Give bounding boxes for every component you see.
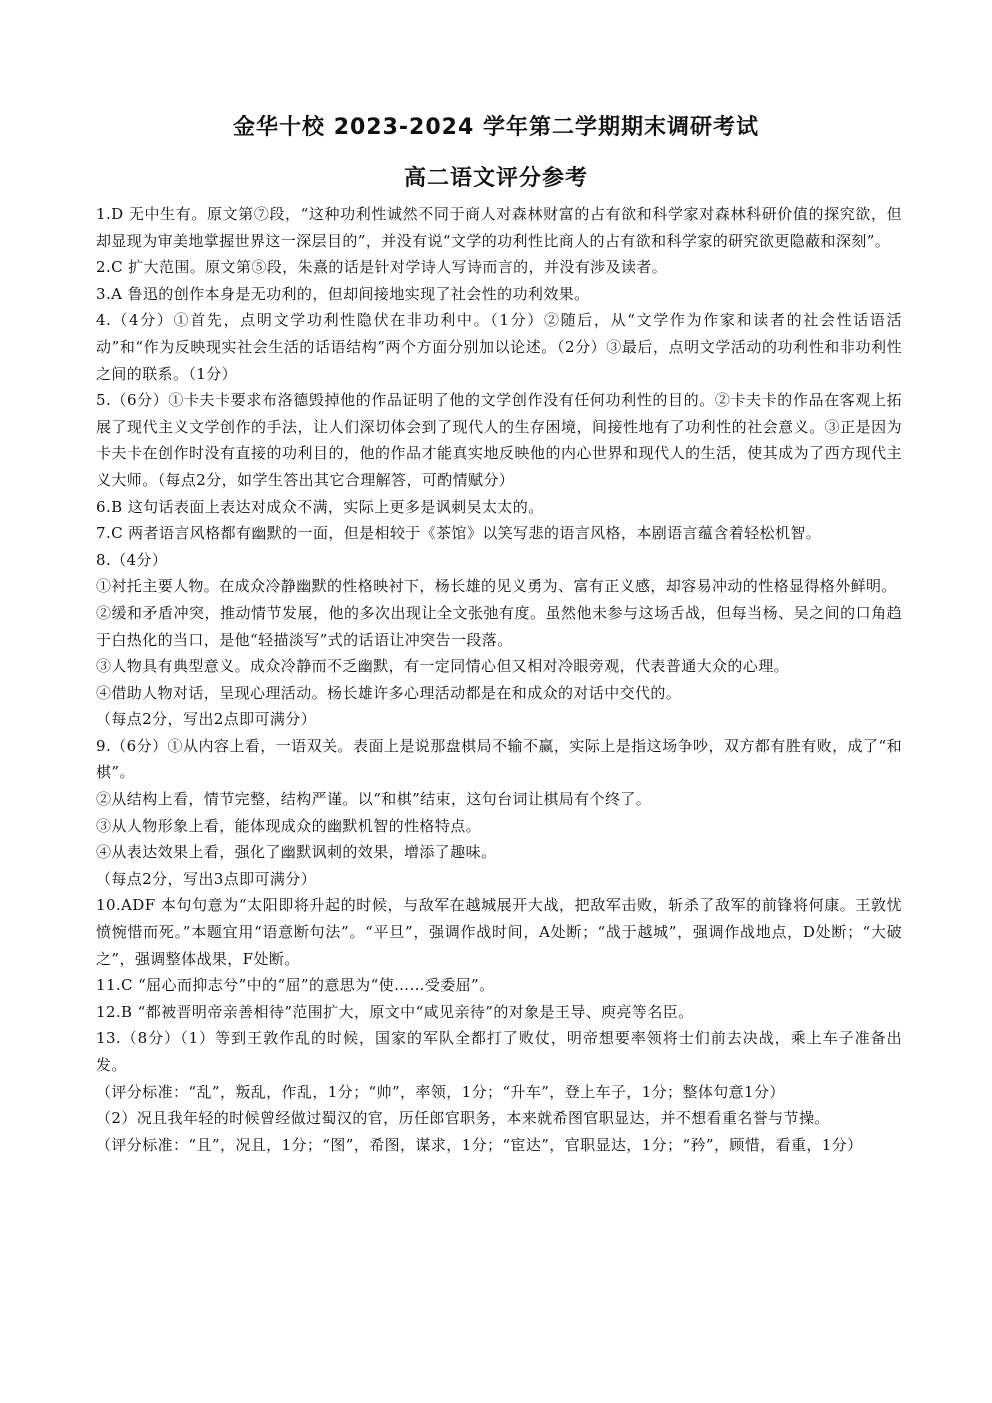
answer-q8-point-2: ②缓和矛盾冲突，推动情节发展，他的多次出现让全文张弛有度。虽然他未参与这场舌战，但每当杨、吴之间的口角趋于白热化的当口，是他“轻描淡写”式的话语让冲突告一段落。 [96, 603, 902, 649]
answer-q12: 12.B “都被晋明帝亲善相待”范围扩大，原文中“咸见亲待”的对象是王导、庾亮等名臣。 [96, 1002, 694, 1021]
answer-q13-part-1-scoring: （评分标准：“乱”，叛乱，作乱，1分；“帅”，率领，1分；“升车”，登上车子，1分；整体句意1分） [96, 1082, 785, 1101]
answer-q5: 5.（6分）①卡夫卡要求布洛德毁掉他的作品证明了他的文学创作没有任何功利性的目的。②卡夫卡的作品在客观上拓展了现代主义文学创作的手法，让人们深切体会到了现代人的生存困境，间接性地有了功利性的社会意义。③正是因为卡夫卡在创作时没有直接的功利目的，他的作品才能真实地反映他的内心世界和现代人的生活，使其成为了西方现代主义大师。（每点2分，如学生答出其它合理解答，可酌情赋分） [96, 391, 902, 489]
answer-q9-point-1: 9.（6分）①从内容上看，一语双关。表面上是说那盘棋局不输不赢，实际上是指这场争吵，双方都有胜有败，成了“和棋”。 [96, 736, 902, 782]
answer-q8-header: 8.（4分） [96, 550, 168, 569]
answer-q9-point-3: ③从人物形象上看，能体现成众的幽默机智的性格特点。 [96, 816, 482, 835]
answer-q6: 6.B 这句话表面上表达对成众不满，实际上更多是讽刺吴太太的。 [96, 497, 544, 516]
answer-q13-part-1: 13.（8分）（1）等到王敦作乱的时候，国家的军队全都打了败仗，明帝想要率领将士们前去决战，乘上车子准备出发。 [96, 1029, 902, 1074]
answer-q9-point-2: ②从结构上看，情节完整，结构严谨。以“和棋”结束，这句台词让棋局有个终了。 [96, 790, 652, 809]
answer-q11: 11.C “屈心而抑志兮”中的“屈”的意思为“使……受委屈”。 [96, 976, 495, 995]
answer-key-body [96, 201, 902, 1158]
answer-q2: 2.C 扩大范围。原文第⑤段，朱熹的话是针对学诗人写诗而言的，并没有涉及读者。 [96, 258, 668, 277]
answer-q1: 1.D 无中生有。原文第⑦段，“这种功利性诚然不同于商人对森林财富的占有欲和科学家对森林科研价值的探究欲，但却显现为审美地掌握世界这一深层目的”，并没有说“文学的功利性比商人的占有欲和科学家的研究欲更隐蔽和深刻”。 [96, 205, 902, 250]
document-subtitle: 高二语文评分参考 [403, 166, 588, 191]
answer-q9-scoring-note: （每点2分，写出3点即可满分） [96, 869, 317, 888]
answer-q7: 7.C 两者语言风格都有幽默的一面，但是相较于《茶馆》以笑写悲的语言风格，本剧语言蕴含着轻松机智。 [96, 524, 822, 543]
answer-q13-part-2: （2）况且我年轻的时候曾经做过蜀汉的官，历任郎官职务，本来就希图官职显达，并不想看重名誉与节操。 [96, 1109, 830, 1128]
answer-q4: 4.（4分）①首先，点明文学功利性隐伏在非功利中。（1分）②随后，从“文学作为作家和读者的社会性话语活动”和“作为反映现实社会生活的话语结构”两个方面分别加以论述。（2分）③最后，点明文学活动的功利性和非功利性之间的联系。（1分） [96, 311, 902, 383]
answer-q8-point-1: ①衬托主要人物。在成众冷静幽默的性格映衬下，杨长雄的见义勇为、富有正义感，却容易冲动的性格显得格外鲜明。 [96, 577, 897, 596]
answer-q8-point-4: ④借助人物对话，呈现心理活动。杨长雄许多心理活动都是在和成众的对话中交代的。 [96, 683, 682, 702]
answer-q8-scoring-note: （每点2分，写出2点即可满分） [96, 710, 317, 729]
answer-q8-point-3: ③人物具有典型意义。成众冷静而不乏幽默，有一定同情心但又相对冷眼旁观，代表普通大众的心理。 [96, 657, 790, 676]
answer-q9-point-4: ④从表达效果上看，强化了幽默讽刺的效果，增添了趣味。 [96, 843, 497, 862]
document-title: 金华十校 2023-2024 学年第二学期期末调研考试 [233, 115, 759, 140]
answer-q13-part-2-scoring: （评分标准：“且”，况且，1分；“图”，希图，谋求，1分；“宦达”，官职显达，1分；“矜”，顾惜，看重，1分） [96, 1135, 863, 1154]
answer-q10: 10.ADF 本句句意为“太阳即将升起的时候，与敌军在越城展开大战，把敌军击败，斩杀了敌军的前锋将何康。王敦忧愤惋惜而死。”本题宜用“语意断句法”。“平旦”，强调作战时间，A处断；“战于越城”，强调作战地点，D处断；“大破之”，强调整体战果，F处断。 [96, 896, 902, 968]
answer-q3: 3.A 鲁迅的创作本身是无功利的，但却间接地实现了社会性的功利效果。 [96, 284, 590, 303]
